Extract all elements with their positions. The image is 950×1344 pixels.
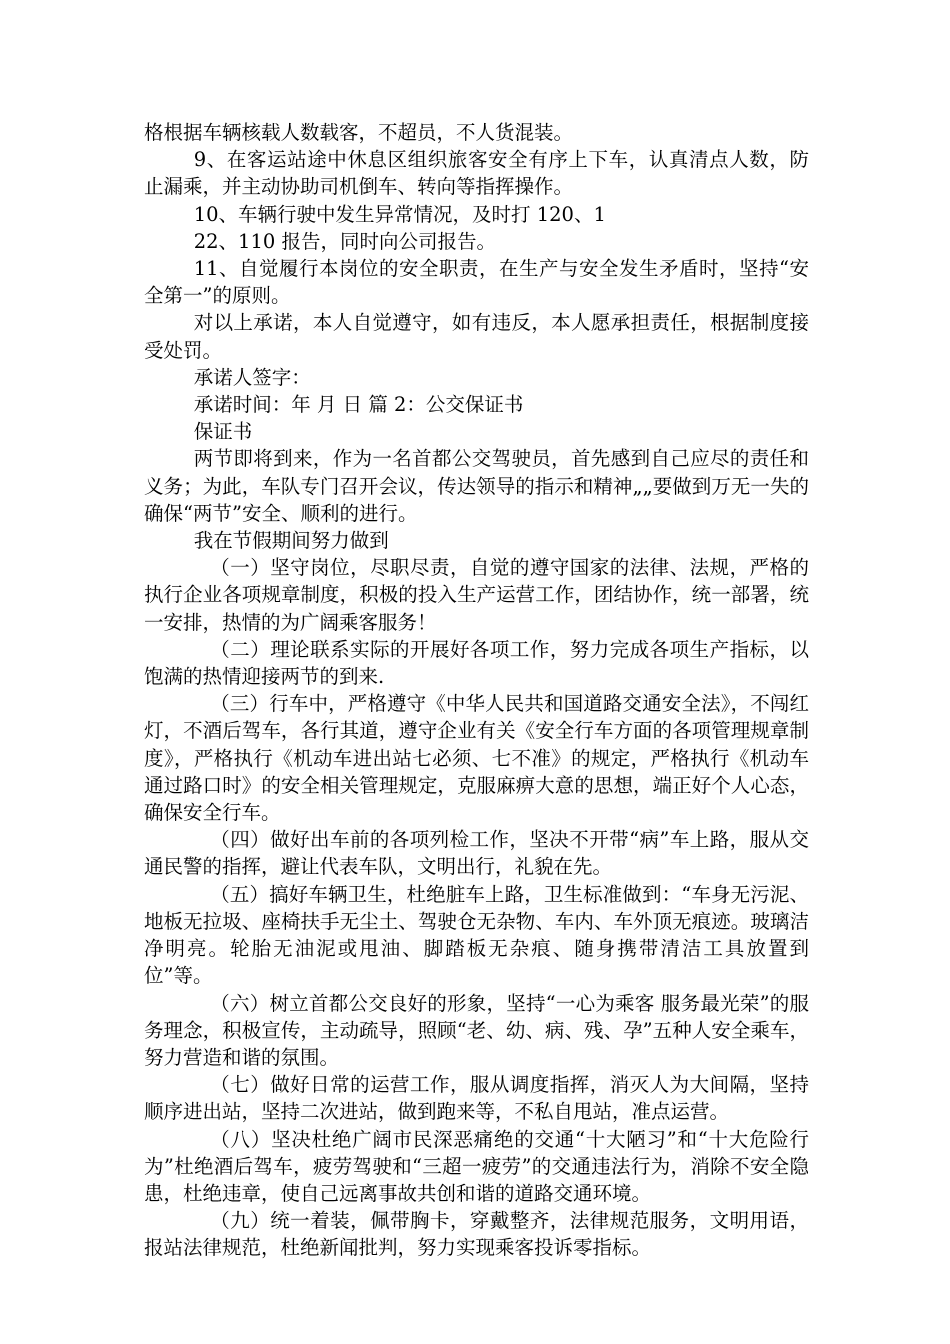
date-line: 承诺时间：年 月 日 篇 2：公交保证书 <box>193 393 524 417</box>
paragraph-item-9: 9、在客运站途中休息区组织旅客安全有序上下车，认真清点人数，防止漏乘，并主动协助司机倒车、转向等指挥操作。 <box>144 148 809 199</box>
paragraph-intro: 两节即将到来，作为一名首都公交驾驶员，首先感到自己应尽的责任和义务；为此，车队专门召开会议，传达领导的指示和精神„„要做到万无一失的确保“两节”安全、顺利的进行。 <box>144 447 809 525</box>
paragraph-item-11: 11、自觉履行本岗位的安全职责，在生产与安全发生矛盾时，坚持“安全第一”的原则。 <box>144 257 809 308</box>
signature-line: 承诺人签字： <box>193 365 311 389</box>
paragraph-point-6: （六）树立首都公交良好的形象，坚持“一心为乘客 服务最光荣”的服务理念，积极宣传，主动疏导，照顾“老、幼、病、残、孕”五种人安全乘车，努力营造和谐的氛围。 <box>144 991 809 1069</box>
section-title: 保证书 <box>193 420 253 444</box>
paragraph-point-5: （五）搞好车辆卫生，杜绝脏车上路，卫生标准做到：“车身无污泥、地板无拉圾、座椅扶手无尘土、驾驶仓无杂物、车内、车外顶无痕迹。玻璃洁净明亮。轮胎无油泥或甩油、脚踏板无杂痕、随身携带清洁工具放置到位”等。 <box>144 882 809 988</box>
paragraph-point-1: （一）坚守岗位，尽职尽责，自觉的遵守国家的法律、法规，严格的执行企业各项规章制度，积极的投入生产运营工作，团结协作，统一部署，统一安排，热情的为广阔乘客服务！ <box>144 556 809 634</box>
paragraph-item-10-continued: 22、110 报告，同时向公司报告。 <box>193 229 496 253</box>
paragraph-commitment: 对以上承诺，本人自觉遵守，如有违反，本人愿承担责任，根据制度接受处罚。 <box>144 311 809 362</box>
paragraph-point-7: （七）做好日常的运营工作，服从调度指挥，消灭人为大间隔，坚持顺序进出站，坚持二次进站，做到跑来等，不私自甩站，准点运营。 <box>144 1073 809 1124</box>
paragraph-point-2: （二）理论联系实际的开展好各项工作，努力完成各项生产指标，以饱满的热情迎接两节的到来. <box>144 637 809 689</box>
paragraph-lead: 我在节假期间努力做到 <box>193 529 389 553</box>
paragraph-point-9: （九）统一着装，佩带胸卡，穿戴整齐，法律规范服务，文明用语，报站法律规范，杜绝新闻批判，努力实现乘客投诉零指标。 <box>144 1209 809 1260</box>
paragraph-point-4: （四）做好出车前的各项列检工作，坚决不开带“病”车上路，服从交通民警的指挥，避让代表车队，文明出行，礼貌在先。 <box>144 828 809 879</box>
paragraph-item-10: 10、车辆行驶中发生异常情况，及时打 120、1 <box>193 202 606 226</box>
paragraph-continuation: 格根据车辆核载人数载客，不超员，不人货混装。 <box>144 121 574 144</box>
paragraph-point-3: （三）行车中，严格遵守《中华人民共和国道路交通安全法》，不闯红灯，不酒后驾车，各行其道，遵守企业有关《安全行车方面的各项管理规章制度》，严格执行《机动车进出站七必须、七不准》的规定，严格执行《机动车通过路口时》的安全相关管理规定，克服麻痹大意的思想，端正好个人心态，确保安全行车。 <box>144 692 809 825</box>
document-body <box>144 119 809 1262</box>
paragraph-point-8: （八）坚决杜绝广阔市民深恶痛绝的交通“十大陋习”和“十大危险行为”杜绝酒后驾车，疲劳驾驶和“三超一疲劳”的交通违法行为，消除不安全隐患，杜绝违章，使自己远离事故共创和谐的道路交通环境。 <box>144 1127 809 1205</box>
